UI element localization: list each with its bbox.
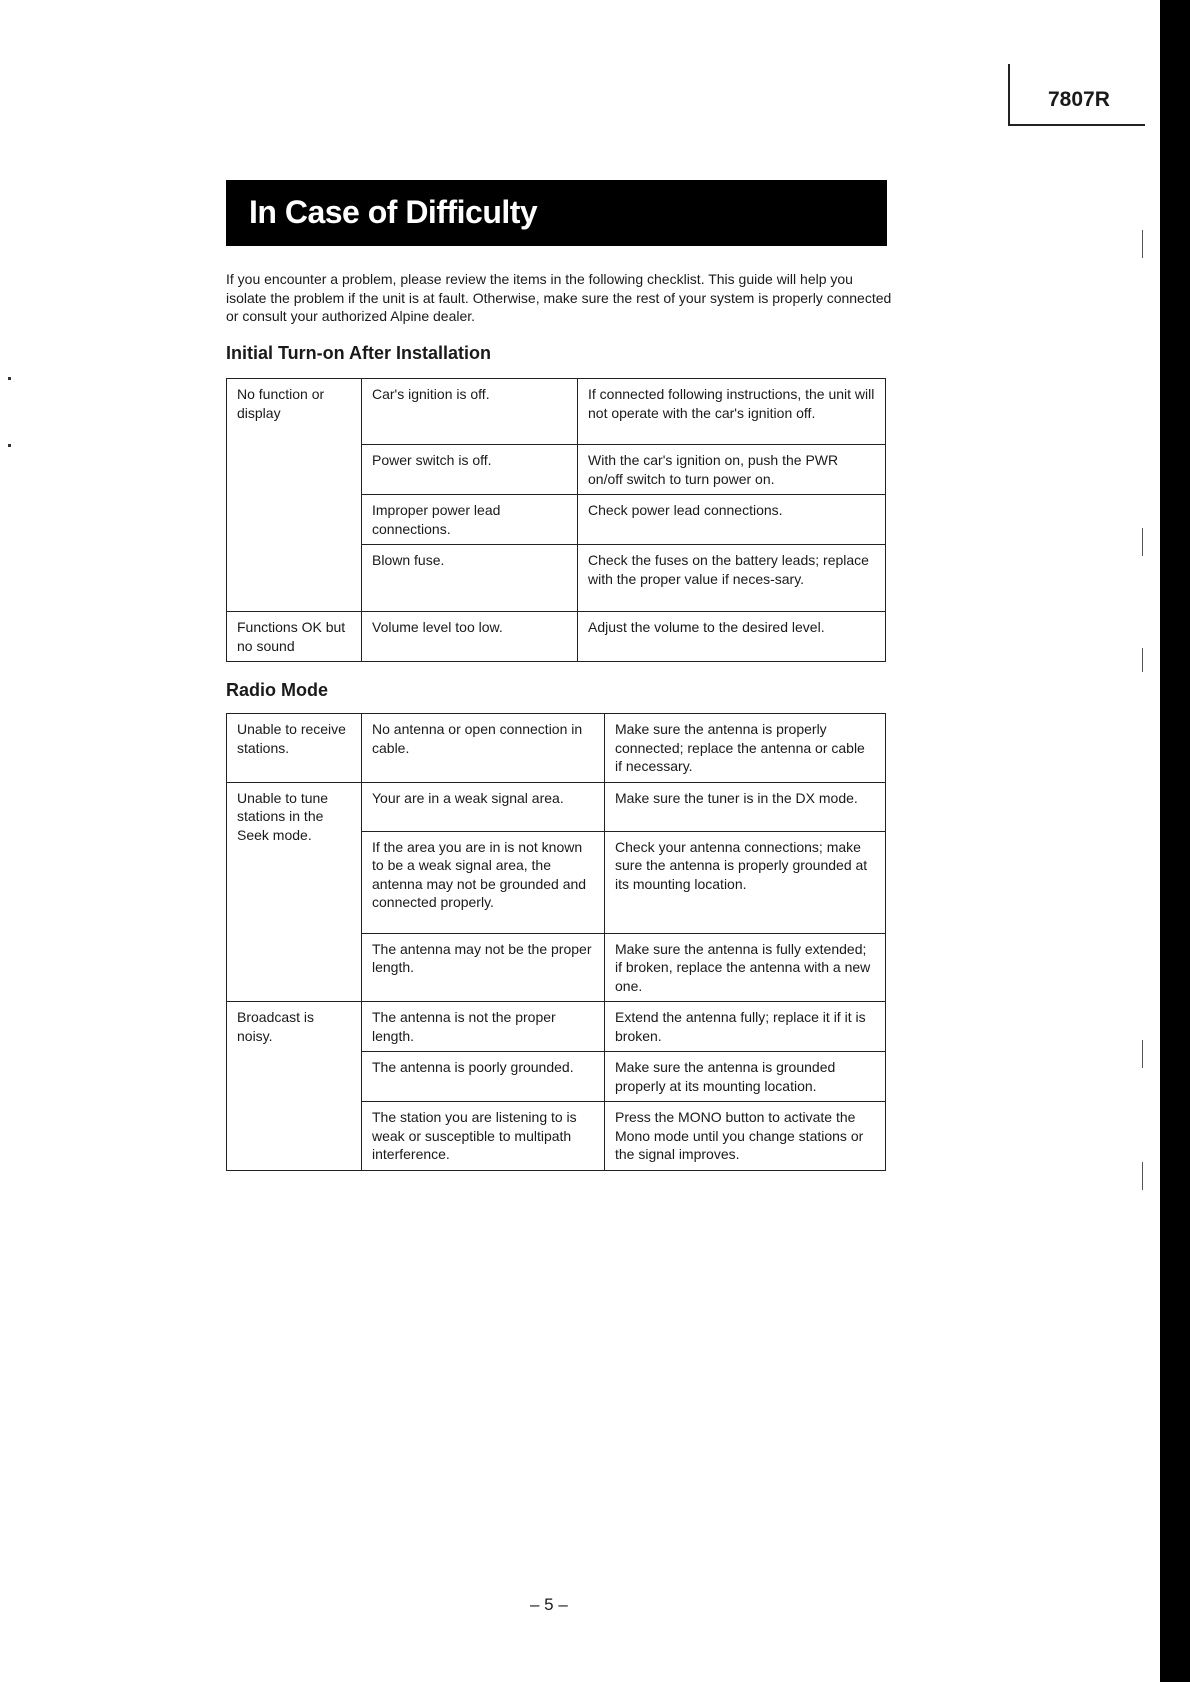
scan-edge-mark (1142, 1162, 1143, 1190)
solution-cell: Check the fuses on the battery leads; replace with the proper value if neces-sary. (578, 545, 886, 612)
cause-cell: Power switch is off. (362, 445, 578, 495)
problem-cell: No function or display (227, 379, 362, 612)
scan-edge-mark (1142, 648, 1143, 672)
model-number: 7807R (1048, 88, 1110, 111)
problem-cell: Unable to receive stations. (227, 714, 362, 783)
solution-cell: If connected following instructions, the unit will not operate with the car's ignition off. (578, 379, 886, 445)
section-title-radio-mode: Radio Mode (226, 680, 328, 700)
solution-cell: With the car's ignition on, push the PWR on/off switch to turn power on. (578, 445, 886, 495)
problem-cell: Unable to tune stations in the Seek mode. (227, 782, 362, 1002)
scan-edge-mark (1142, 528, 1143, 556)
problem-cell: Functions OK but no sound (227, 612, 362, 662)
cause-cell: Volume level too low. (362, 612, 578, 662)
cause-cell: If the area you are in is not known to be a weak signal area, the antenna may not be grounded and connected properly. (362, 831, 605, 933)
cause-cell: The antenna is poorly grounded. (362, 1052, 605, 1102)
cause-cell: Car's ignition is off. (362, 379, 578, 445)
intro-paragraph: If you encounter a problem, please review the items in the following checklist. This guide will help you isolate the problem if the unit is at fault. Otherwise, make sure the rest of your system is properly connected or consult your authorized Alpine dealer. (226, 271, 892, 324)
solution-cell: Press the MONO button to activate the Mono mode until you change stations or the signal improves. (605, 1102, 886, 1171)
problem-cell: Broadcast is noisy. (227, 1002, 362, 1171)
solution-cell: Adjust the volume to the desired level. (578, 612, 886, 662)
table-row (227, 612, 886, 662)
cause-cell: The antenna may not be the proper length. (362, 933, 605, 1002)
section-title-initial-turn-on: Initial Turn-on After Installation (226, 343, 491, 363)
cause-cell: Improper power lead connections. (362, 495, 578, 545)
table-row (227, 379, 886, 445)
scan-speck (8, 377, 11, 380)
cause-cell: No antenna or open connection in cable. (362, 714, 605, 783)
solution-cell: Make sure the tuner is in the DX mode. (605, 782, 886, 831)
scan-speck (8, 444, 11, 447)
solution-cell: Make sure the antenna is fully extended; if broken, replace the antenna with a new one. (605, 933, 886, 1002)
page-title: In Case of Difficulty (249, 194, 538, 230)
table-row (227, 782, 886, 831)
solution-cell: Make sure the antenna is properly connected; replace the antenna or cable if necessary. (605, 714, 886, 783)
scan-edge-bar (1160, 0, 1190, 1682)
radio-mode-table (226, 713, 886, 1171)
solution-cell: Check your antenna connections; make sure the antenna is properly grounded at its mounting location. (605, 831, 886, 933)
solution-cell: Make sure the antenna is grounded properly at its mounting location. (605, 1052, 886, 1102)
cause-cell: Your are in a weak signal area. (362, 782, 605, 831)
scan-edge-mark (1142, 230, 1143, 258)
cause-cell: The station you are listening to is weak or susceptible to multipath interference. (362, 1102, 605, 1171)
cause-cell: The antenna is not the proper length. (362, 1002, 605, 1052)
initial-turn-on-table (226, 378, 886, 662)
table-row (227, 1002, 886, 1052)
solution-cell: Extend the antenna fully; replace it if it is broken. (605, 1002, 886, 1052)
solution-cell: Check power lead connections. (578, 495, 886, 545)
page-number: – 5 – (530, 1595, 568, 1614)
scan-edge-mark (1142, 1040, 1143, 1068)
table-row (227, 714, 886, 783)
cause-cell: Blown fuse. (362, 545, 578, 612)
